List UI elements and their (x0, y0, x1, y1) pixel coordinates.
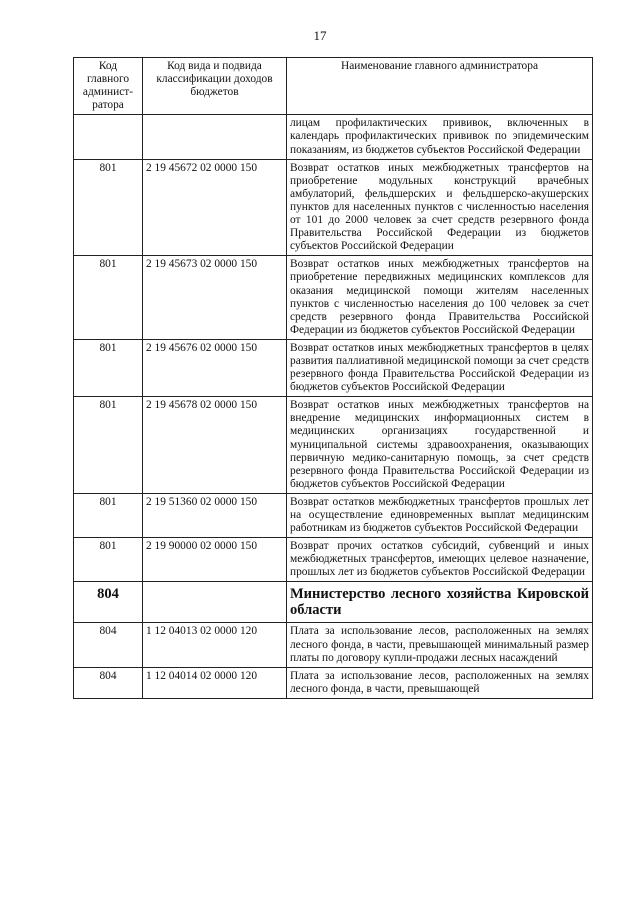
table-row (74, 623, 593, 667)
table-row (74, 256, 593, 340)
header-kbk-code: Код вида и подвида классификации доходов бюджетов (143, 58, 287, 115)
revenue-codes-table (73, 57, 593, 699)
cell-admin-code: 804 (74, 667, 143, 698)
cell-name: Возврат остатков иных межбюджетных трансфертов в целях развития паллиативной медицинской помощи за счет средств резервного фонда Правительства Российской Федерации из бюджетов субъектов Российской Федерации (287, 339, 593, 396)
header-admin-name: Наименование главного администратора (287, 58, 593, 115)
cell-admin-code: 804 (74, 623, 143, 667)
cell-name: Возврат остатков межбюджетных трансфертов прошлых лет на осуществление единовременных выплат медицинским работникам из бюджетов субъектов Российской Федерации (287, 493, 593, 537)
table-row (74, 339, 593, 396)
cell-name: Плата за использование лесов, расположенных на землях лесного фонда, в части, превышающей минимальный размер платы по договору купли-продажи лесных насаждений (287, 623, 593, 667)
section-row-ministry (74, 582, 593, 623)
cell-name: Возврат остатков иных межбюджетных трансфертов на приобретение модульных конструкций врачебных амбулаторий, фельдшерских и фельдшерско-акушерских пунктов для населенных пунктов с численностью населения от 101 до 2000 человек за счет средств резервного фонда Правительства Российской Федерации из бюджетов субъектов Российской Федерации (287, 159, 593, 256)
cell-admin-code: 801 (74, 159, 143, 256)
table-row (74, 667, 593, 698)
cell-name: Возврат прочих остатков субсидий, субвенций и иных межбюджетных трансфертов, имеющих целевое назначение, прошлых лет из бюджетов субъектов Российской Федерации (287, 538, 593, 582)
table-row (74, 159, 593, 256)
cell-name: Возврат остатков иных межбюджетных трансфертов на внедрение медицинских информационных систем в медицинских организациях государственной и муниципальной системы здравоохранения, оказывающих первичную медико-санитарную помощь, за счет средств резервного фонда Правительства Российской Федерации из бюджетов субъектов Российской Федерации (287, 397, 593, 494)
cell-name: Плата за использование лесов, расположенных на землях лесного фонда, в части, превышающей (287, 667, 593, 698)
cell-ministry-name: Министерство лесного хозяйства Кировской области (287, 582, 593, 623)
table-row (74, 493, 593, 537)
cell-admin-code: 801 (74, 339, 143, 396)
cell-admin-code: 801 (74, 538, 143, 582)
table-row (74, 397, 593, 494)
cell-kbk-code: 2 19 45672 02 0000 150 (143, 159, 287, 256)
table-header-row (74, 58, 593, 115)
cell-kbk-code: 2 19 45678 02 0000 150 (143, 397, 287, 494)
cell-kbk-code: 2 19 90000 02 0000 150 (143, 538, 287, 582)
cell-kbk-code (143, 582, 287, 623)
cell-admin-code: 801 (74, 493, 143, 537)
page-number: 17 (313, 28, 327, 43)
cell-admin-code: 801 (74, 256, 143, 340)
cell-kbk-code: 1 12 04014 02 0000 120 (143, 667, 287, 698)
cell-name: лицам профилактических прививок, включенных в календарь профилактических прививок по эпидемическим показаниям, из бюджетов субъектов Российской Федерации (287, 115, 593, 159)
cell-name: Возврат остатков иных межбюджетных трансфертов на приобретение передвижных медицинских комплексов для оказания медицинской помощи жителям населенных пунктов с численностью населения до 100 человек за счет средств резервного фонда Правительства Российской Федерации из бюджетов субъектов Российской Федерации (287, 256, 593, 340)
table-row (74, 538, 593, 582)
cell-kbk-code: 2 19 45676 02 0000 150 (143, 339, 287, 396)
cell-admin-code: 804 (74, 582, 143, 623)
cell-admin-code (74, 115, 143, 159)
cell-admin-code: 801 (74, 397, 143, 494)
table-row (74, 115, 593, 159)
header-admin-code: Код главного админист-ратора (74, 58, 143, 115)
cell-kbk-code: 2 19 45673 02 0000 150 (143, 256, 287, 340)
cell-kbk-code: 1 12 04013 02 0000 120 (143, 623, 287, 667)
cell-kbk-code (143, 115, 287, 159)
cell-kbk-code: 2 19 51360 02 0000 150 (143, 493, 287, 537)
